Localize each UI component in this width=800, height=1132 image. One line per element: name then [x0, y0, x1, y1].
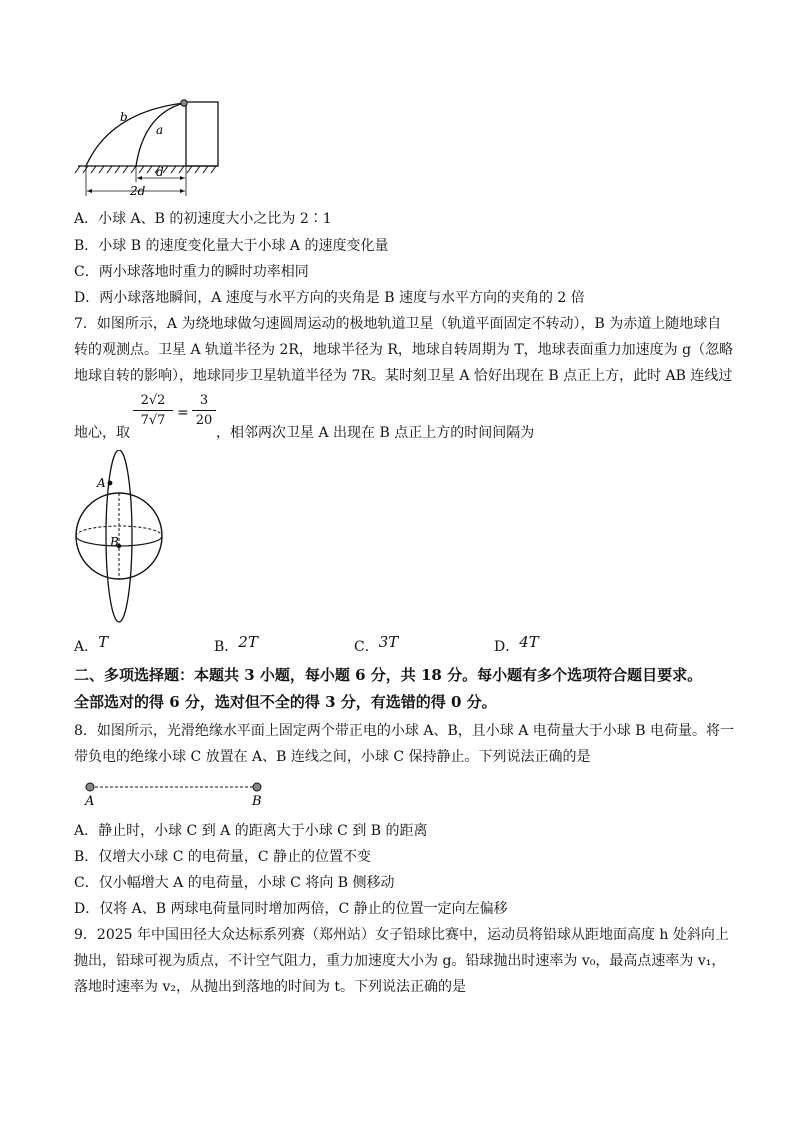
- q6-option-c: C．两小球落地时重力的瞬时功率相同: [74, 264, 309, 280]
- fraction-left-denominator: 7√7: [140, 413, 166, 428]
- q8-option-c: C．仅小幅增大 A 的电荷量，小球 C 将向 B 侧移动: [74, 875, 395, 891]
- q7-orbit-figure: [72, 450, 172, 630]
- trajectory-b: [86, 103, 184, 166]
- option-value: T: [98, 633, 109, 651]
- option-letter: A．: [74, 639, 99, 655]
- label-2d: 2d: [130, 184, 146, 198]
- ball-b: [253, 783, 261, 791]
- label-b: b: [120, 110, 128, 124]
- q7-option-c: [354, 633, 399, 656]
- q6-option-a: A．小球 A、B 的初速度大小之比为 2∶1: [74, 211, 332, 227]
- option-value: 2T: [238, 633, 258, 651]
- q9-line2: 抛出，铅球可视为质点，不计空气阻力，重力加速度大小为 g。铅球抛出时速率为 v₀，最高点速率为 v₁，: [74, 953, 726, 969]
- q7-pre: 地心，取: [74, 425, 130, 441]
- q7-line1: 7．如图所示，A 为绕地球做匀速圆周运动的极地轨道卫星（轨道平面固定不转动），B 为赤道上随地球自: [74, 316, 722, 332]
- q7-option-a: [74, 633, 109, 656]
- section2-line2: 全部选对的得 6 分，选对但不全的得 3 分，有选错的得 0 分。: [74, 693, 497, 711]
- q8-option-a: A．静止时，小球 C 到 A 的距离大于小球 C 到 B 的距离: [74, 823, 428, 839]
- q7-line3: 地球自转的影响），地球同步卫星轨道半径为 7R。某时刻卫星 A 恰好出现在 B 点正上方，此时 AB 连线过: [74, 368, 733, 384]
- label-a: a: [156, 123, 164, 137]
- option-letter: B．: [214, 639, 239, 655]
- q7-post: ，相邻两次卫星 A 出现在 B 点正上方的时间间隔为: [216, 425, 535, 441]
- equals-sign: =: [177, 405, 189, 421]
- q6-option-d: D．两小球落地瞬间，A 速度与水平方向的夹角是 B 速度与水平方向的夹角的 2 倍: [74, 290, 585, 306]
- fraction-left: [133, 393, 173, 428]
- q7-line2: 转的观测点。卫星 A 轨道半径为 2R，地球半径为 R，地球自转周期为 T，地球表面重力加速度为 g（忽略: [74, 342, 734, 358]
- fraction-right-numerator: 3: [199, 393, 209, 408]
- q8-option-b: B．仅增大小球 C 的电荷量，C 静止的位置不变: [74, 849, 372, 865]
- section2-line1: 二、多项选择题：本题共 3 小题，每小题 6 分，共 18 分。每小题有多个选项符合题目要求。: [74, 666, 703, 684]
- ball-a: [86, 783, 94, 791]
- q7-option-d: [494, 633, 539, 656]
- q6-projectile-figure: [70, 92, 230, 202]
- fraction-left-numerator: 2√2: [140, 393, 166, 408]
- q8-charges-figure: [80, 778, 280, 808]
- q8-line2: 带负电的绝缘小球 C 放置在 A、B 连线之间，小球 C 保持静止。下列说法正确的是: [74, 749, 591, 765]
- label-satellite-a: A: [97, 476, 106, 490]
- label-ball-b: B: [252, 794, 262, 808]
- q8-line1: 8．如图所示，光滑绝缘水平面上固定两个带正电的小球 A、B，且小球 A 电荷量大于小球 B 电荷量。将一: [74, 723, 734, 739]
- option-value: 3T: [378, 633, 399, 651]
- option-letter: D．: [494, 639, 520, 655]
- option-letter: C．: [354, 639, 379, 655]
- label-point-b: B: [110, 535, 119, 549]
- q7-option-b: [214, 633, 258, 656]
- q6-option-b: B．小球 B 的速度变化量大于小球 A 的速度变化量: [74, 238, 389, 254]
- label-ball-a: A: [85, 794, 95, 808]
- q9-line3: 落地时速率为 v₂，从抛出到落地的时间为 t。下列说法正确的是: [74, 979, 467, 995]
- q8-option-d: D．仅将 A、B 两球电荷量同时增加两倍，C 静止的位置一定向左偏移: [74, 901, 508, 917]
- option-value: 4T: [519, 633, 539, 651]
- fraction-right: [192, 393, 216, 428]
- q9-line1: 9．2025 年中国田径大众达标系列赛（郑州站）女子铅球比赛中，运动员将铅球从距地面高度 h 处斜向上: [74, 927, 729, 943]
- launch-point: [181, 100, 187, 106]
- fraction-right-denominator: 20: [195, 413, 213, 428]
- satellite-a: [108, 481, 113, 486]
- label-d: d: [156, 165, 164, 179]
